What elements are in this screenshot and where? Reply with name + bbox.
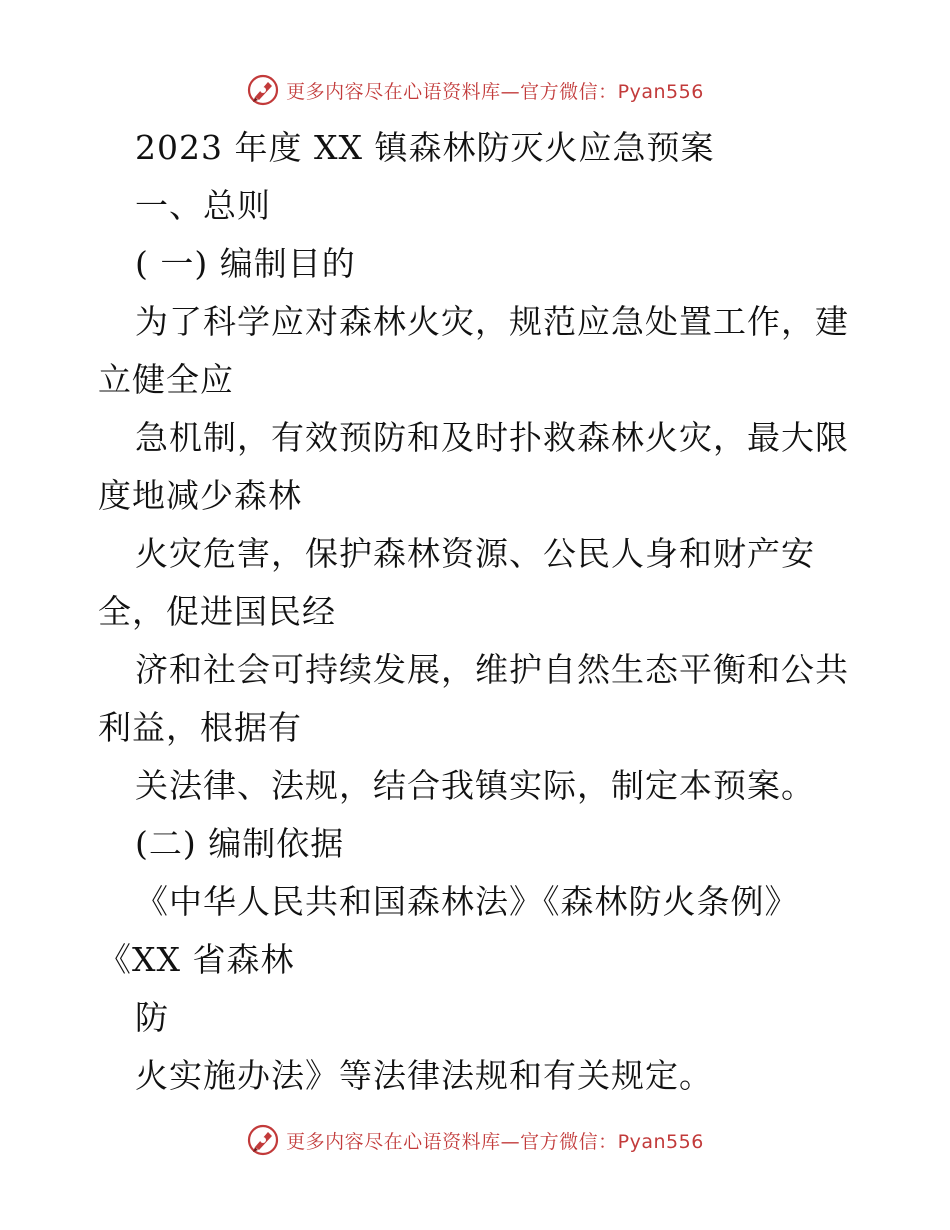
watermark-text: 更多内容尽在心语资料库—官方微信：Pyan556	[286, 1130, 704, 1153]
document-title: 2023 年度 XX 镇森林防灭火应急预案	[135, 128, 715, 167]
watermark-text: 更多内容尽在心语资料库—官方微信：Pyan556	[286, 80, 704, 103]
paragraph-line: 度地减少森林	[98, 476, 302, 515]
watermark-footer	[0, 1120, 950, 1160]
subsection-heading: (二) 编制依据	[135, 824, 345, 863]
pen-logo-icon	[246, 73, 280, 107]
paragraph-line: 立健全应	[98, 360, 234, 399]
watermark-header	[0, 70, 950, 110]
paragraph-line: 急机制，有效预防和及时扑救森林火灾，最大限	[135, 418, 849, 457]
paragraph-line: 全，促进国民经	[98, 592, 336, 631]
paragraph-line: 防	[135, 998, 169, 1037]
pen-logo-icon	[246, 1123, 280, 1157]
subsection-heading: ( 一) 编制目的	[135, 244, 356, 283]
paragraph-line: 《中华人民共和国森林法》《森林防火条例》	[135, 882, 799, 921]
section-heading: 一、总则	[135, 186, 271, 225]
paragraph-line: 济和社会可持续发展，维护自然生态平衡和公共	[135, 650, 849, 689]
paragraph-line: 《XX 省森林	[98, 940, 295, 979]
paragraph-line: 为了科学应对森林火灾，规范应急处置工作，建	[135, 302, 849, 341]
paragraph-line: 关法律、法规，结合我镇实际，制定本预案。	[135, 766, 815, 805]
paragraph-line: 利益，根据有	[98, 708, 302, 747]
paragraph-line: 火实施办法》等法律法规和有关规定。	[135, 1056, 713, 1095]
paragraph-line: 火灾危害，保护森林资源、公民人身和财产安	[135, 534, 815, 573]
